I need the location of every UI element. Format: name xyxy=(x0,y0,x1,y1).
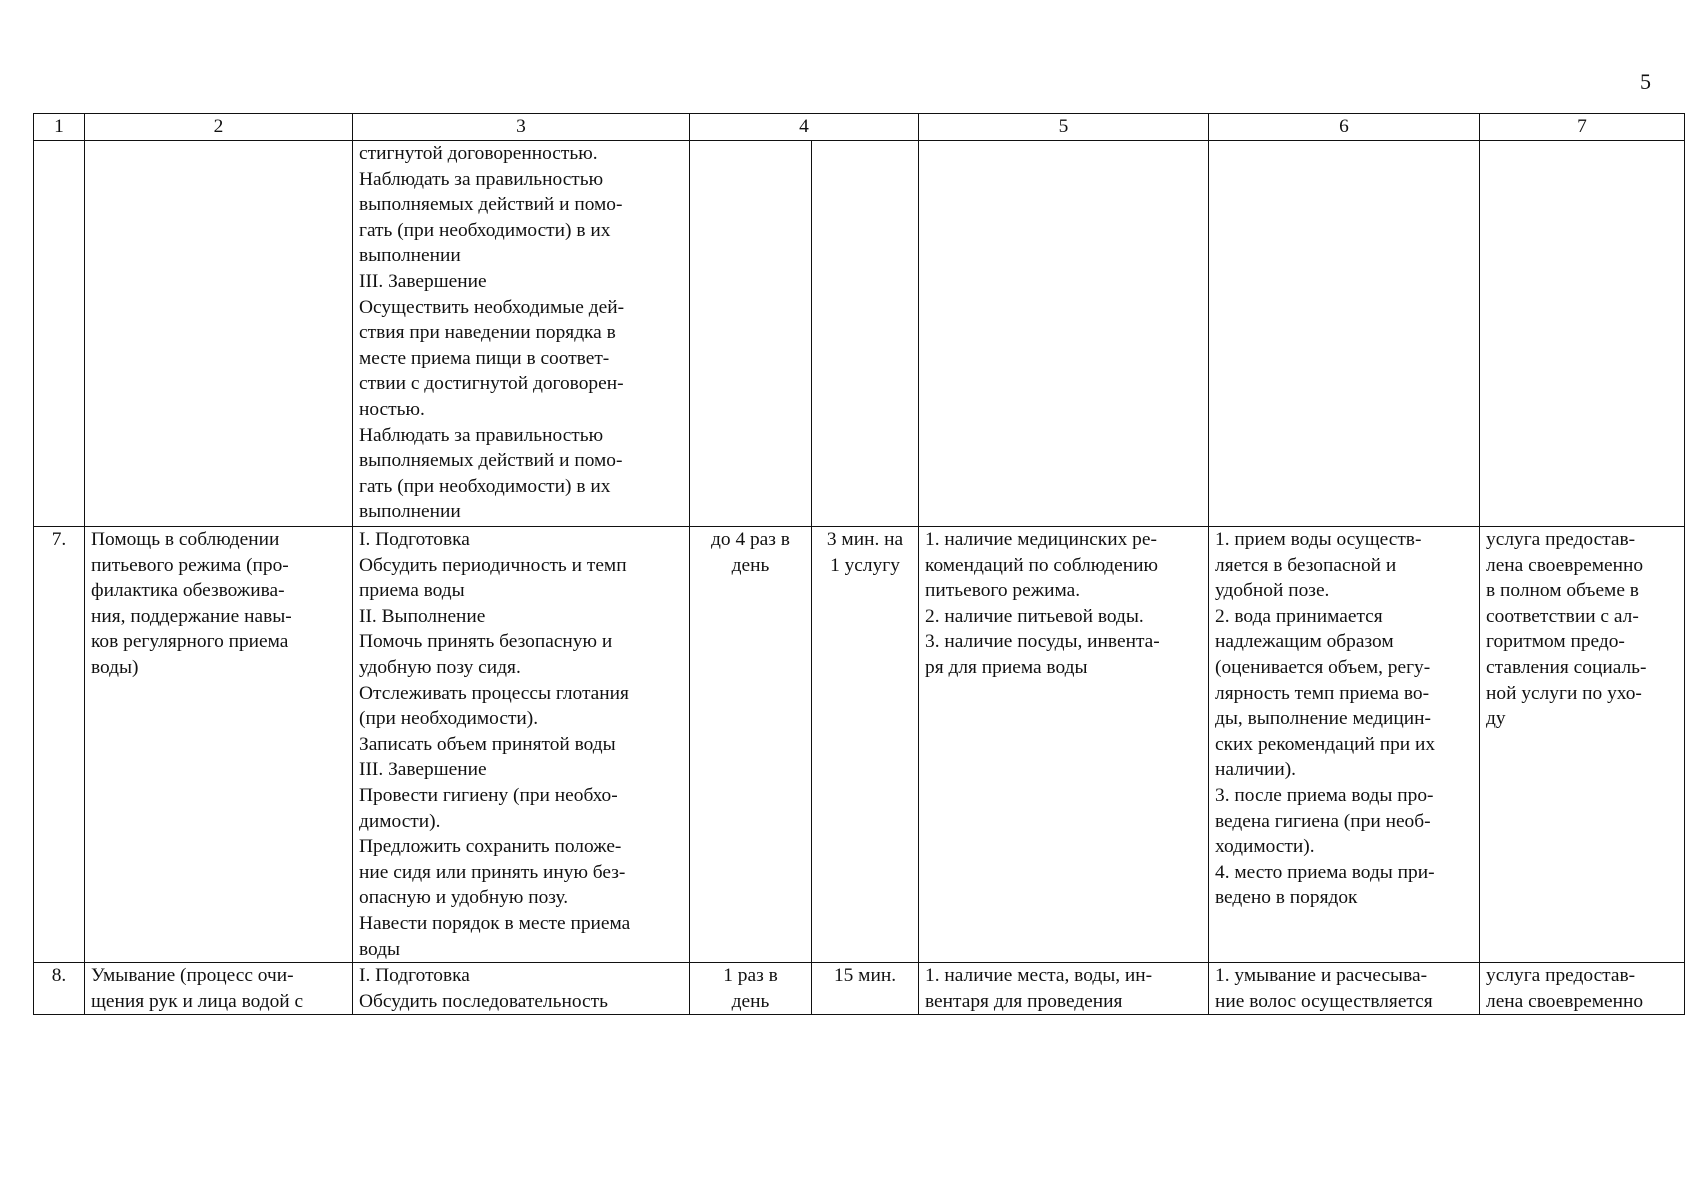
service-conditions xyxy=(919,141,1209,527)
service-quality-criteria xyxy=(1209,141,1480,527)
service-result: услуга предостав- лена своевременно в полном объеме в соответствии с ал- горитмом предо- ставления социаль- ной услуги по ухо- ду xyxy=(1480,527,1685,963)
service-name: Умывание (процесс очи- щения рук и лица водой с xyxy=(85,963,353,1015)
header-col-4: 4 xyxy=(690,114,919,141)
service-procedure: I. Подготовка Обсудить периодичность и темп приема воды II. Выполнение Помочь принять безопасную и удобную позу сидя. Отслеживать процессы глотания (при необходимости). Записать объем принятой воды III. Завершение Провести гигиену (при необхо- димости). Предложить сохранить положе- ние сидя или принять иную без- опасную и удобную позу. Навести порядок в месте приема воды xyxy=(353,527,690,963)
table-row xyxy=(34,963,1685,1015)
service-conditions: 1. наличие места, воды, ин- вентаря для проведения xyxy=(919,963,1209,1015)
service-result xyxy=(1480,141,1685,527)
header-col-5: 5 xyxy=(919,114,1209,141)
service-name: Помощь в соблюдении питьевого режима (про- филактика обезвожива- ния, поддержание навы- ков регулярного приема воды) xyxy=(85,527,353,963)
service-procedure: I. Подготовка Обсудить последовательность xyxy=(353,963,690,1015)
header-col-3: 3 xyxy=(353,114,690,141)
services-table xyxy=(33,113,1685,1015)
page-number: 5 xyxy=(1640,69,1651,94)
table-row xyxy=(34,141,1685,527)
service-frequency xyxy=(690,141,812,527)
service-duration: 15 мин. xyxy=(812,963,919,1015)
service-result: услуга предостав- лена своевременно xyxy=(1480,963,1685,1015)
service-frequency: до 4 раз в день xyxy=(690,527,812,963)
service-quality-criteria: 1. умывание и расчесыва- ние волос осуществляется xyxy=(1209,963,1480,1015)
header-col-6: 6 xyxy=(1209,114,1480,141)
header-col-7: 7 xyxy=(1480,114,1685,141)
row-number xyxy=(34,141,85,527)
service-frequency: 1 раз в день xyxy=(690,963,812,1015)
service-quality-criteria: 1. прием воды осуществ- ляется в безопасной и удобной позе. 2. вода принимается надлежащим образом (оценивается объем, регу- лярность темп приема во- ды, выполнение медицин- ских рекомендаций при их наличии). 3. после приема воды про- ведена гигиена (при необ- ходимости). 4. место приема воды при- ведено в порядок xyxy=(1209,527,1480,963)
table-row xyxy=(34,527,1685,963)
row-number: 8. xyxy=(34,963,85,1015)
header-row xyxy=(34,114,1685,141)
header-col-2: 2 xyxy=(85,114,353,141)
service-duration xyxy=(812,141,919,527)
service-procedure: стигнутой договоренностью. Наблюдать за правильностью выполняемых действий и помо- гать (при необходимости) в их выполнении III. Завершение Осуществить необходимые дей- ствия при наведении порядка в месте приема пищи в соответ- ствии с достигнутой договорен- ностью. Наблюдать за правильностью выполняемых действий и помо- гать (при необходимости) в их выполнении xyxy=(353,141,690,527)
service-duration: 3 мин. на 1 услугу xyxy=(812,527,919,963)
service-conditions: 1. наличие медицинских ре- комендаций по соблюдению питьевого режима. 2. наличие питьевой воды. 3. наличие посуды, инвента- ря для приема воды xyxy=(919,527,1209,963)
row-number: 7. xyxy=(34,527,85,963)
service-name xyxy=(85,141,353,527)
header-col-1: 1 xyxy=(34,114,85,141)
